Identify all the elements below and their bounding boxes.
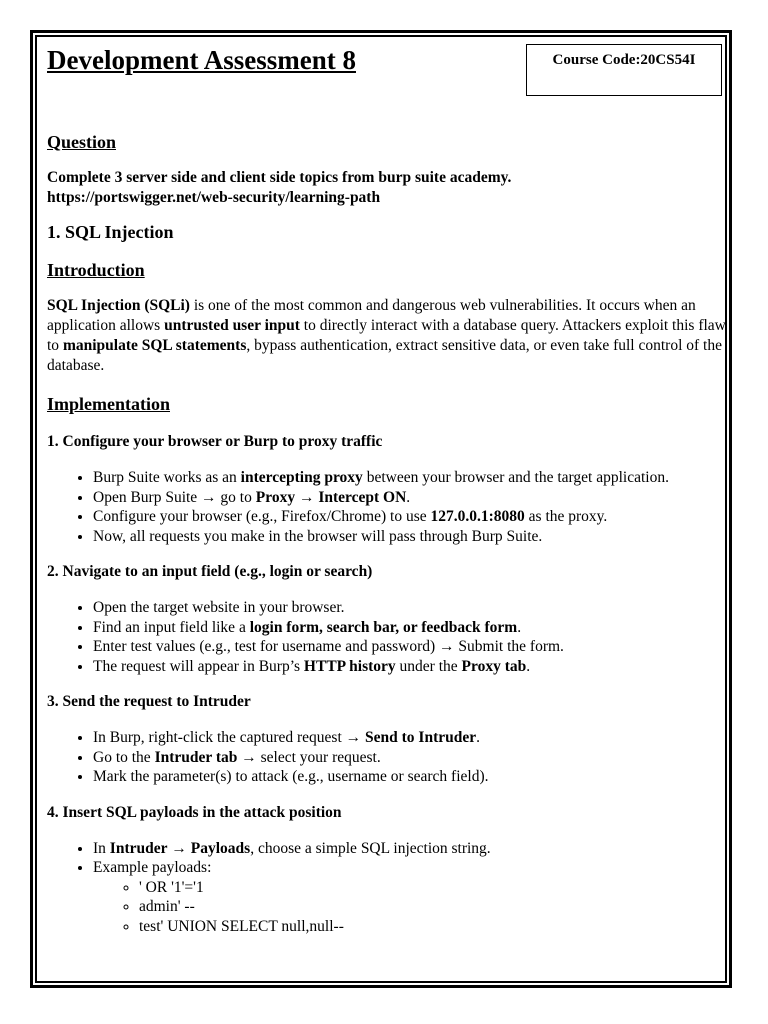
list-item: • In Burp, right-click the captured request → Send to Intruder. (93, 728, 727, 748)
step-2-list (47, 598, 727, 676)
list-item: • Find an input field like a login form, search bar, or feedback form. (93, 618, 727, 638)
list-item: • Open Burp Suite → go to Proxy → Intercept ON. (93, 488, 727, 508)
document-title: Development Assessment 8 (47, 45, 356, 75)
intro-text-3: , bypass authentication, extract sensitive data, or even take full control of the database. (47, 337, 722, 374)
step-3-list (47, 728, 727, 787)
intro-term-sqli: SQL Injection (SQLi) (47, 297, 190, 314)
intro-term-untrusted: untrusted user input (164, 317, 300, 334)
payload-item: ◦ ' OR '1'='1 (139, 878, 727, 898)
list-item: • Burp Suite works as an intercepting proxy between your browser and the target application. (93, 468, 727, 488)
question-line-1: Complete 3 server side and client side topics from burp suite academy. (47, 169, 512, 186)
list-item: • The request will appear in Burp’s HTTP history under the Proxy tab. (93, 657, 727, 677)
payload-list (93, 878, 727, 937)
question-heading: Question (47, 132, 117, 152)
introduction-heading: Introduction (47, 260, 145, 280)
section-title: 1. SQL Injection (47, 222, 174, 242)
list-item: • Mark the parameter(s) to attack (e.g., username or search field). (93, 767, 727, 787)
implementation-heading: Implementation (47, 394, 170, 414)
list-item: • Open the target website in your browser. (93, 598, 727, 618)
list-item: • In Intruder → Payloads, choose a simple SQL injection string. (93, 839, 727, 859)
list-item: • Example payloads: ◦ ' OR '1'='1 ◦ admin' -- ◦ test' UNION SELECT null,null-- (93, 858, 727, 936)
question-link: https://portswigger.net/web-security/learning-path (47, 189, 381, 206)
course-code-box (526, 44, 722, 96)
step-1-title: 1. Configure your browser or Burp to proxy traffic (47, 433, 383, 450)
intro-term-manipulate: manipulate SQL statements (62, 337, 247, 354)
question-text (47, 168, 727, 208)
introduction-paragraph (47, 296, 727, 376)
intro-text-2: to directly interact with a database query. Attackers exploit this flaw to (47, 317, 726, 354)
step-4-list (47, 839, 727, 937)
step-2-title: 2. Navigate to an input field (e.g., login or search) (47, 563, 373, 580)
list-item: • Now, all requests you make in the browser will pass through Burp Suite. (93, 527, 727, 547)
list-item: • Go to the Intruder tab → select your request. (93, 748, 727, 768)
payload-item: ◦ admin' -- (139, 897, 727, 917)
course-code: Course Code:20CS54I (552, 52, 696, 68)
list-item: • Enter test values (e.g., test for username and password) → Submit the form. (93, 637, 727, 657)
document-body (47, 130, 727, 936)
payload-item: ◦ test' UNION SELECT null,null-- (139, 917, 727, 937)
step-3-title: 3. Send the request to Intruder (47, 693, 251, 710)
step-4-title: 4. Insert SQL payloads in the attack position (47, 803, 342, 821)
list-item: • Configure your browser (e.g., Firefox/Chrome) to use 127.0.0.1:8080 as the proxy. (93, 507, 727, 527)
step-1-list (47, 468, 727, 546)
intro-text-1: is one of the most common and dangerous web vulnerabilities. It occurs when an application allows (47, 297, 696, 334)
